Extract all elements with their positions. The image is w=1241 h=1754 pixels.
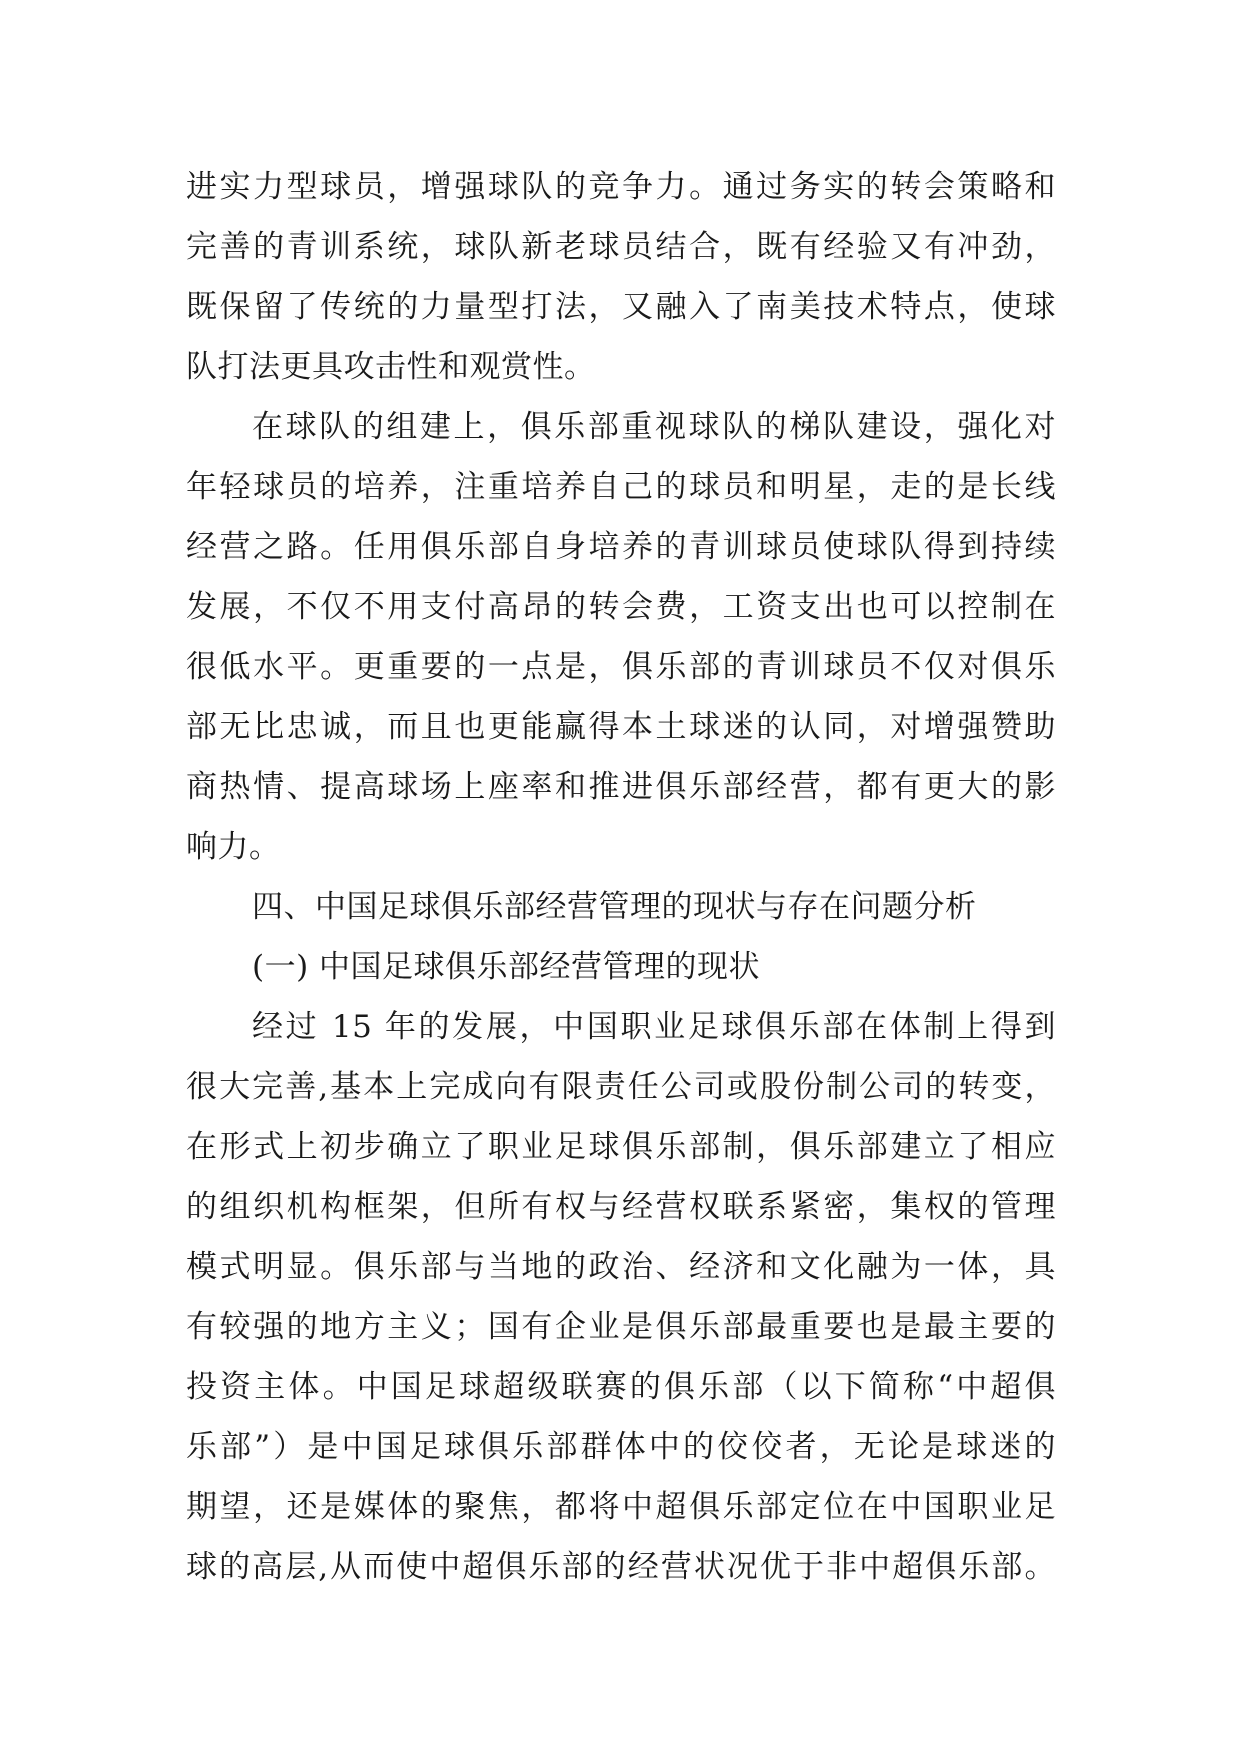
subsection-heading: (一) 中国足球俱乐部经营管理的现状 [252, 949, 761, 985]
text-line: 很低水平。更重要的一点是，俱乐部的青训球员不仅对俱乐 [186, 649, 1056, 685]
text-line: 队打法更具攻击性和观赏性。 [186, 349, 596, 385]
text-line: 期望，还是媒体的聚焦，都将中超俱乐部定位在中国职业足 [186, 1489, 1056, 1525]
text-line: 经营之路。任用俱乐部自身培养的青训球员使球队得到持续 [186, 529, 1056, 565]
text-line: 有较强的地方主义；国有企业是俱乐部最重要也是最主要的 [186, 1309, 1056, 1345]
text-line: 部无比忠诚，而且也更能赢得本土球迷的认同，对增强赞助 [186, 709, 1056, 745]
text-line: 发展，不仅不用支付高昂的转会费，工资支出也可以控制在 [186, 589, 1056, 625]
paragraph-first-line: 经过 15 年的发展，中国职业足球俱乐部在体制上得到 [252, 1009, 1056, 1045]
text-line: 既保留了传统的力量型打法，又融入了南美技术特点，使球 [186, 289, 1056, 325]
text-line: 球的高层,从而使中超俱乐部的经营状况优于非中超俱乐部。 [186, 1549, 1056, 1585]
text-line: 商热情、提高球场上座率和推进俱乐部经营，都有更大的影 [186, 769, 1056, 805]
text-line: 投资主体。中国足球超级联赛的俱乐部（以下简称“中超俱 [186, 1369, 1056, 1405]
text-line: 年轻球员的培养，注重培养自己的球员和明星，走的是长线 [186, 469, 1056, 505]
text-line: 乐部”）是中国足球俱乐部群体中的佼佼者，无论是球迷的 [186, 1429, 1056, 1465]
text-line: 进实力型球员，增强球队的竞争力。通过务实的转会策略和 [186, 169, 1056, 205]
text-line: 的组织机构框架，但所有权与经营权联系紧密，集权的管理 [186, 1189, 1056, 1225]
text-line: 很大完善,基本上完成向有限责任公司或股份制公司的转变， [186, 1069, 1056, 1105]
text-line: 模式明显。俱乐部与当地的政治、经济和文化融为一体，具 [186, 1249, 1056, 1285]
text-line: 响力。 [186, 829, 281, 865]
paragraph-first-line: 在球队的组建上，俱乐部重视球队的梯队建设，强化对 [252, 409, 1056, 445]
text-line: 完善的青训系统，球队新老球员结合，既有经验又有冲劲， [186, 229, 1056, 265]
body-text [186, 157, 1056, 1597]
text-line: 在形式上初步确立了职业足球俱乐部制，俱乐部建立了相应 [186, 1129, 1056, 1165]
section-heading: 四、中国足球俱乐部经营管理的现状与存在问题分析 [252, 889, 977, 925]
